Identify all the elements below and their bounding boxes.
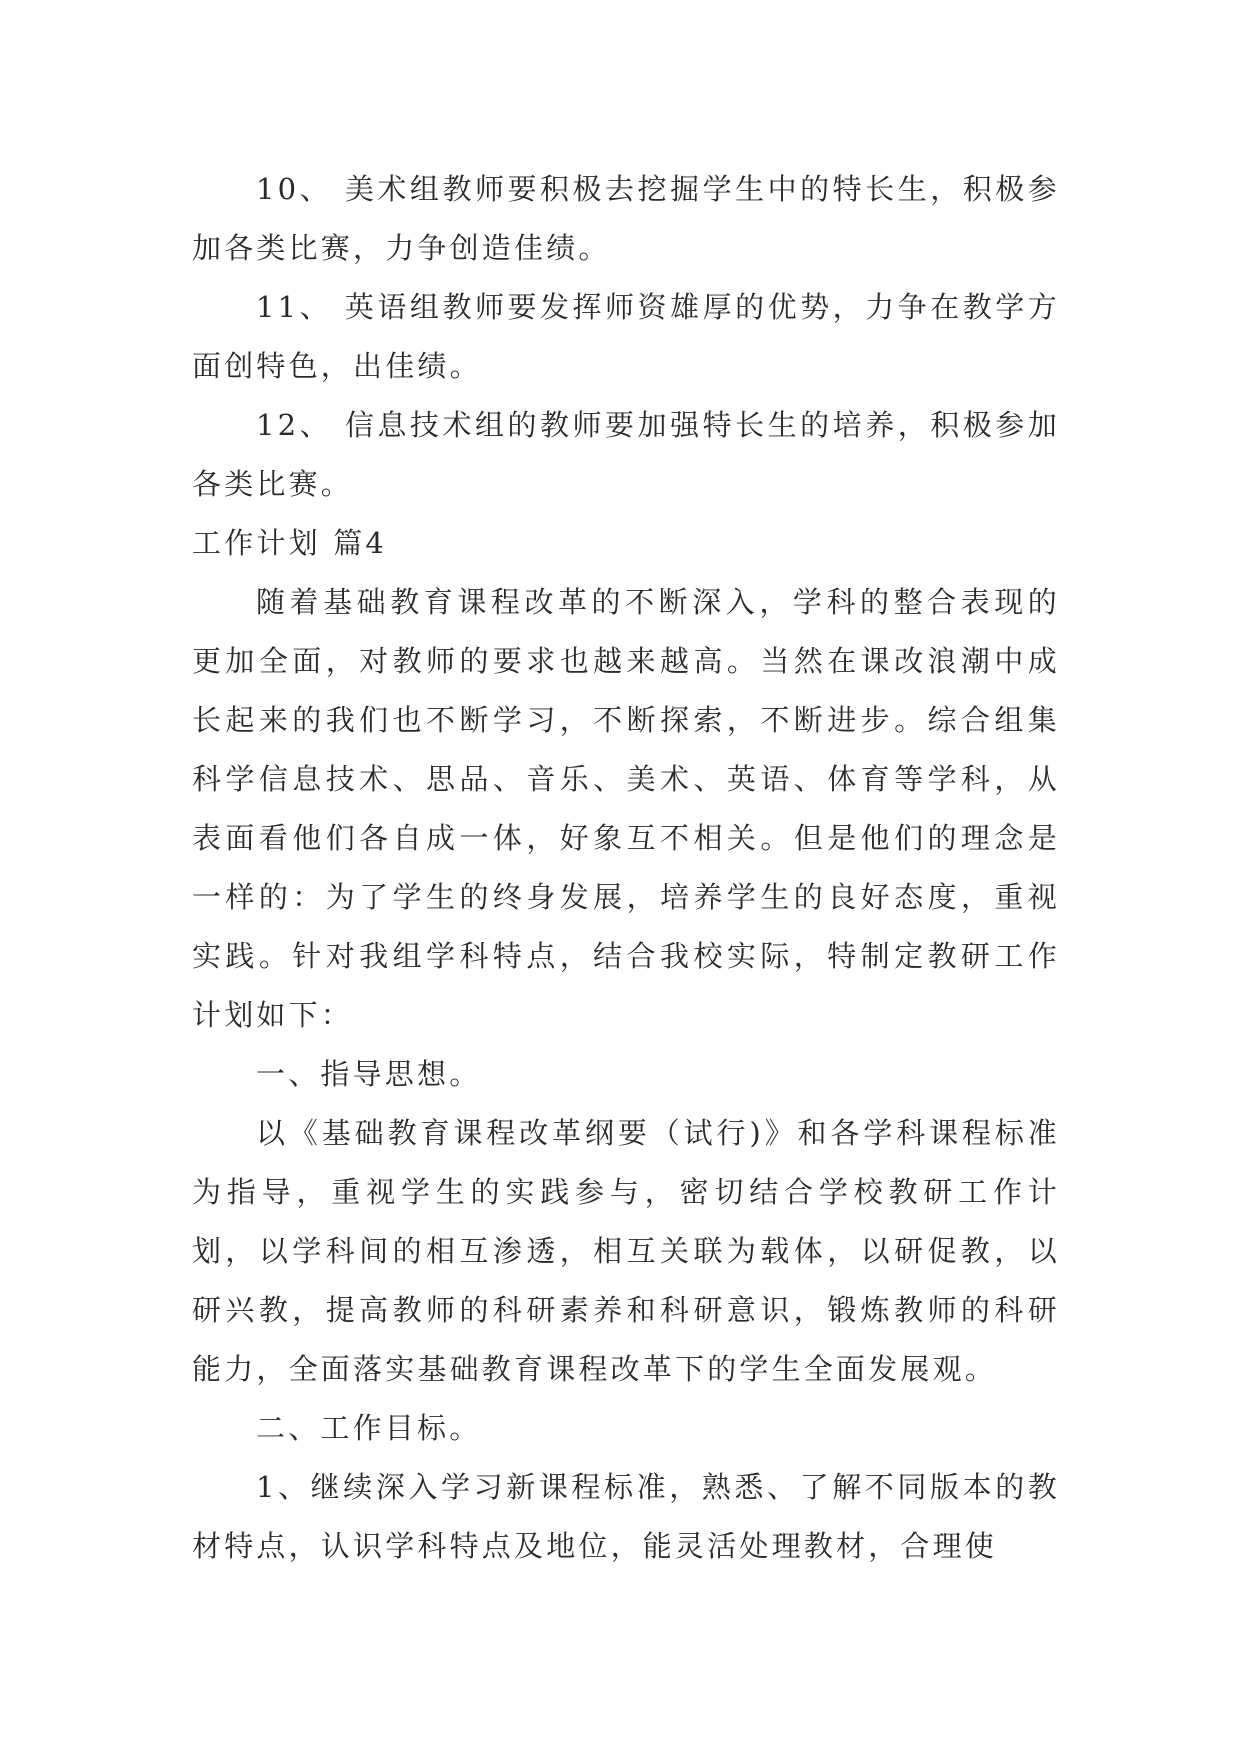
paragraph-item-12-it: 12、 信息技术组的教师要加强特长生的培养，积极参加各类比赛。 [192,408,1060,501]
section-heading-plan-4: 工作计划 篇4 [192,526,388,560]
paragraph-item-10-art: 10、 美术组教师要积极去挖掘学生中的特长生，积极参加各类比赛，力争创造佳绩。 [192,172,1060,265]
subheading-guiding-thought: 一、指导思想。 [256,1057,482,1091]
paragraph-intro: 随着基础教育课程改革的不断深入，学科的整合表现的更加全面，对教师的要求也越来越高。当然在课改浪潮中成长起来的我们也不断学习，不断探索，不断进步。综合组集科学信息技术、思品、音乐、美术、英语、体育等学科，从表面看他们各自成一体，好象互不相关。但是他们的理念是一样的：为了学生的终身发展，培养学生的良好态度，重视实践。针对我组学科特点，结合我校实际，特制定教研工作计划如下： [192,585,1060,1032]
paragraph-guiding-thought: 以《基础教育课程改革纲要（试行)》和各学科课程标准为指导，重视学生的实践参与，密切结合学校教研工作计划，以学科间的相互渗透，相互关联为载体，以研促教，以研兴教，提高教师的科研素养和科研意识，锻炼教师的科研能力，全面落实基础教育课程改革下的学生全面发展观。 [192,1116,1060,1386]
paragraph-goal-1: 1、继续深入学习新课程标准，熟悉、了解不同版本的教材特点，认识学科特点及地位，能灵活处理教材，合理使 [192,1470,1060,1563]
subheading-work-goals: 二、工作目标。 [256,1411,482,1445]
paragraph-item-11-english: 11、 英语组教师要发挥师资雄厚的优势，力争在教学方面创特色，出佳绩。 [192,290,1060,383]
document-body [192,160,1060,1576]
